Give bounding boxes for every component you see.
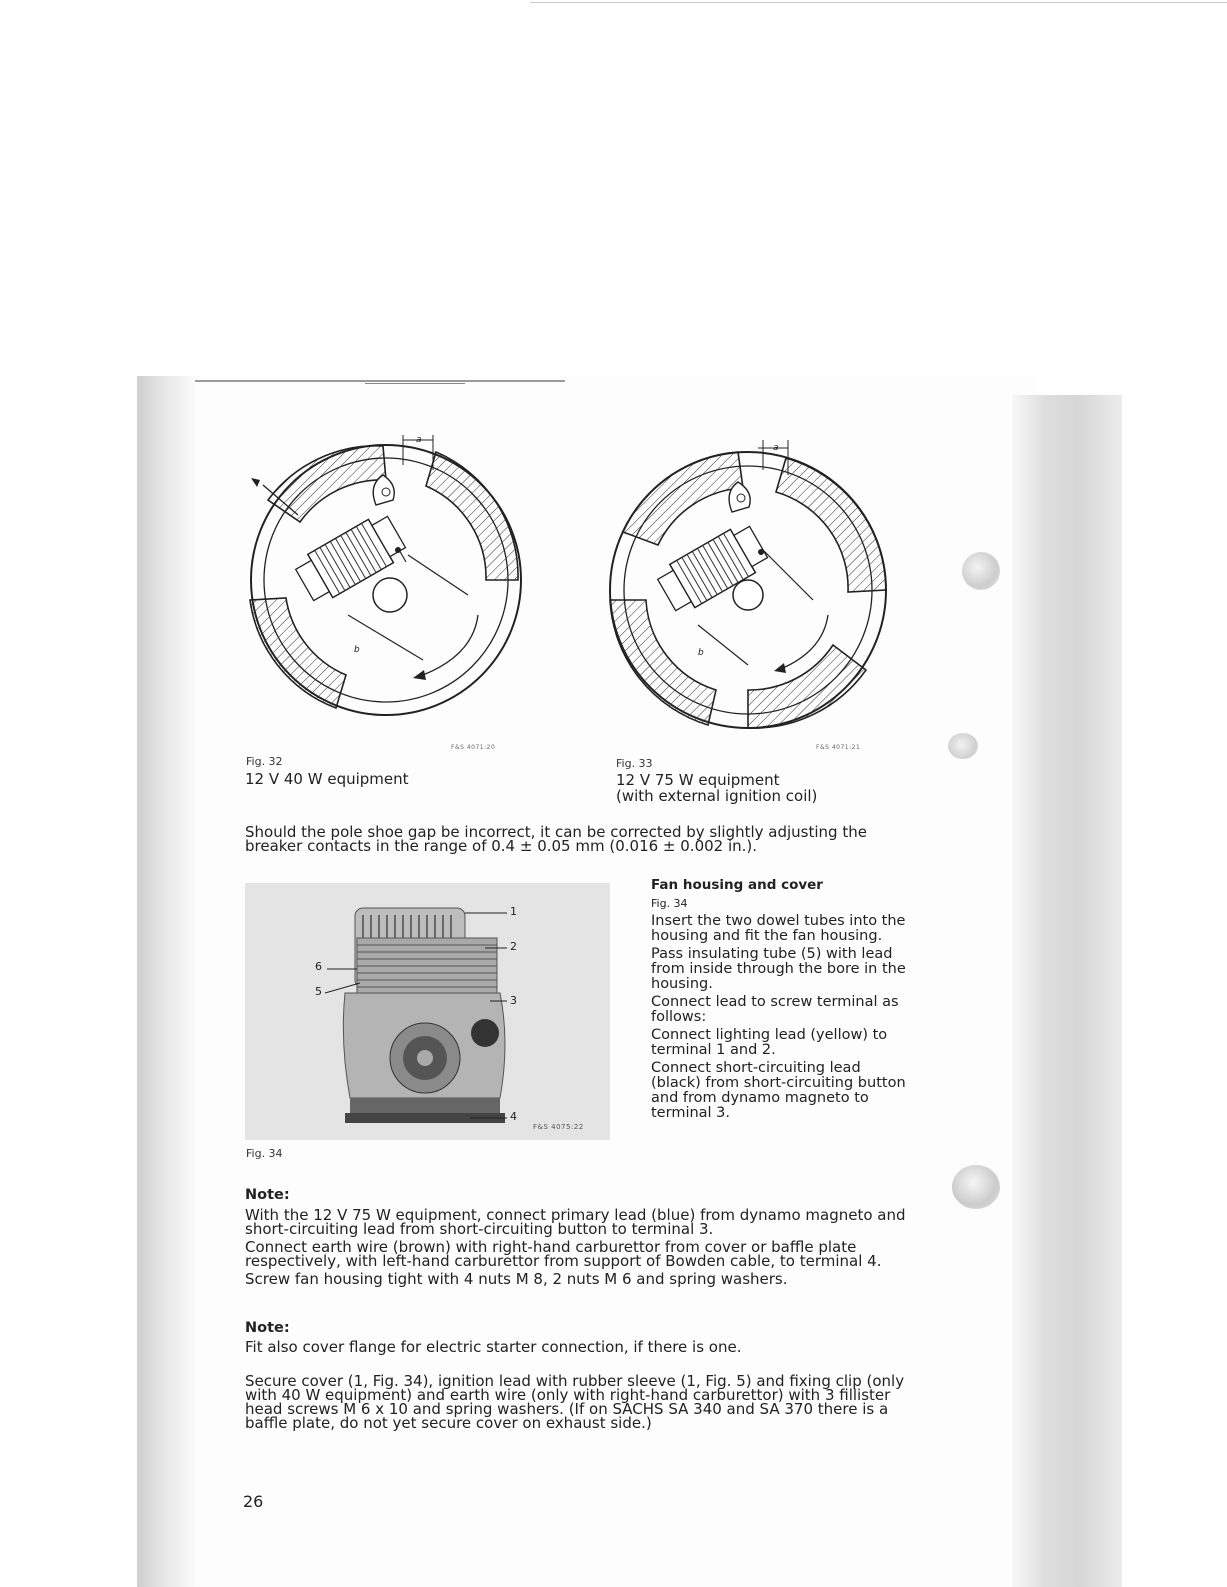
pole-shoe-paragraph: Should the pole shoe gap be incorrect, it can be corrected by slightly adjusting the breaker contacts in the range of 0.4 ± 0.05 mm (0.016 ± 0.002 in.).	[245, 823, 867, 855]
fan-housing-section	[651, 878, 906, 1124]
note1-paragraph-1: With the 12 V 75 W equipment, connect primary lead (blue) from dynamo magneto and short-circuiting lead from short-circuiting button to terminal 3.	[245, 1206, 906, 1238]
engine-illustration	[245, 883, 610, 1140]
fig33-code: F&S 4071:21	[816, 744, 861, 751]
fan-step-5: Connect short-circuiting lead (black) from short-circuiting button and from dynamo magneto to terminal 3.	[651, 1060, 906, 1121]
fan-step-3: Connect lead to screw terminal as follows:	[651, 994, 899, 1025]
fig33-number: Fig. 33	[616, 757, 653, 770]
fan-step-1: Insert the two dowel tubes into the housing and fit the fan housing.	[651, 913, 906, 944]
fig34-engine-photo	[245, 883, 610, 1140]
photo-code: F&S 4075:22	[533, 1123, 584, 1131]
fan-housing-fig-ref: Fig. 34	[651, 897, 688, 910]
fig33-caption: 12 V 75 W equipment (with external ignition coil)	[616, 771, 818, 805]
callout-2: 2	[510, 940, 517, 953]
binder-hole-middle	[948, 733, 978, 759]
fig32-caption: 12 V 40 W equipment	[245, 770, 409, 788]
note1-paragraph-2: Connect earth wire (brown) with right-hand carburettor from cover or baffle plate respectively, with left-hand carburettor from support of Bowden cable, to terminal 4.	[245, 1238, 882, 1270]
fan-step-4: Connect lighting lead (yellow) to terminal 1 and 2.	[651, 1027, 888, 1058]
callout-4: 4	[510, 1110, 517, 1123]
fig32-label-a: a	[416, 435, 422, 445]
page-shadow-right	[1012, 395, 1122, 1587]
note1-paragraph-3: Screw fan housing tight with 4 nuts M 8, 2 nuts M 6 and spring washers.	[245, 1270, 788, 1288]
fig32-stator-diagram	[238, 430, 538, 730]
binder-hole-top	[962, 552, 1000, 590]
fig32-number: Fig. 32	[246, 755, 283, 768]
page-top-rule-shadow	[365, 383, 465, 384]
note2-text: Fit also cover flange for electric starter connection, if there is one.	[245, 1338, 742, 1356]
callout-3: 3	[510, 994, 517, 1007]
note1-body	[245, 1208, 915, 1286]
callout-1: 1	[510, 905, 517, 918]
page-number: 26	[243, 1492, 264, 1511]
fig32-label-b: b	[354, 645, 360, 655]
page-top-rule	[195, 380, 565, 382]
secure-cover-paragraph: Secure cover (1, Fig. 34), ignition lead with rubber sleeve (1, Fig. 5) and fixing clip (only with 40 W equipment) and earth wire (only with right-hand carburettor) with 3 fillister head screws M 6 x 10 and spring washers. (If on SACHS SA 340 and SA 370 there is a baffle plate, do not yet secure cover on exhaust side.)	[245, 1372, 905, 1432]
fig33-label-a: a	[773, 443, 779, 453]
callout-6: 6	[315, 960, 322, 973]
fig32-code: F&S 4071:20	[451, 744, 496, 751]
callout-5: 5	[315, 985, 322, 998]
note2-label: Note:	[245, 1320, 290, 1336]
fig34-number: Fig. 34	[246, 1147, 283, 1160]
binder-hole-bottom	[952, 1165, 1000, 1209]
note1-label: Note:	[245, 1187, 290, 1203]
fig33-stator-diagram	[598, 440, 898, 740]
page-shadow-left	[137, 376, 195, 1587]
fig33-label-b: b	[698, 648, 704, 658]
fan-housing-heading: Fan housing and cover	[651, 877, 823, 893]
scan-edge-line	[530, 2, 1227, 3]
fan-step-2: Pass insulating tube (5) with lead from inside through the bore in the housing.	[651, 946, 906, 992]
